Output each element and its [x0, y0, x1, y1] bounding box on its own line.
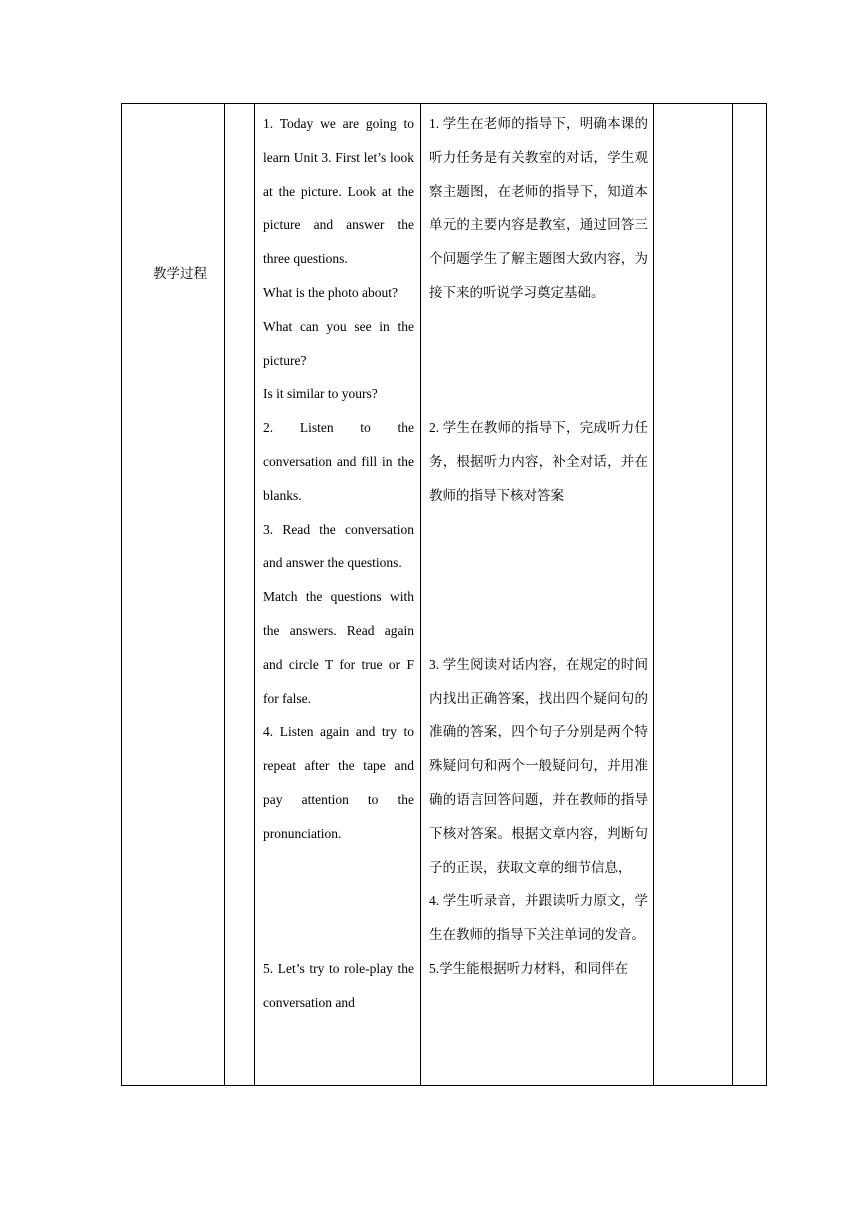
spacer — [263, 851, 414, 952]
question-1: What is the photo about? — [263, 284, 398, 300]
activity-3-detail: Match the questions with the answers. Read again and circle T for true or F for false. — [263, 589, 414, 706]
column-divider-4 — [653, 103, 654, 1086]
activity-2: 2. Listen to the conversation and fill in the blanks. — [263, 420, 414, 503]
table-bottom-border — [121, 1085, 767, 1086]
spacer — [429, 513, 648, 648]
activity-5: 5. Let’s try to role-play the conversation and — [263, 960, 414, 1010]
table-top-border — [121, 103, 767, 104]
question-2: What can you see in the picture? — [263, 318, 414, 368]
table-border-right — [766, 103, 767, 1086]
student-activities-column — [429, 107, 648, 986]
table-border-left — [121, 103, 122, 1086]
student-activity-5: 5.学生能根据听力材料，和同伴在 — [429, 960, 629, 976]
column-divider-2 — [254, 103, 255, 1086]
column-divider-3 — [420, 103, 421, 1086]
student-activity-4: 4. 学生听录音，并跟读听力原文，学生在教师的指导下关注单词的发音。 — [429, 893, 648, 943]
spacer — [429, 310, 648, 411]
activity-1: 1. Today we are going to learn Unit 3. First let’s look at the picture. Look at the picture and answer the three questions. — [263, 116, 414, 267]
activity-3: 3. Read the conversation and answer the questions. — [263, 521, 414, 571]
student-activity-2: 2. 学生在教师的指导下，完成听力任务，根据听力内容，补全对话，并在教师的指导下核对答案 — [429, 420, 648, 503]
row-label-teaching-process: 教学过程 — [153, 266, 207, 282]
teacher-activities-column — [263, 107, 414, 1020]
column-divider-1 — [224, 103, 225, 1086]
question-3: Is it similar to yours? — [263, 386, 378, 402]
activity-4: 4. Listen again and try to repeat after the tape and pay attention to the pronunciation. — [263, 724, 414, 841]
student-activity-3: 3. 学生阅读对话内容，在规定的时间内找出正确答案，找出四个疑问句的准确的答案，四个句子分别是两个特殊疑问句和两个一般疑问句，并用准确的语言回答问题，并在教师的指导下核对答案。根据文章内容，判断句子的正误，获取文章的细节信息， — [429, 656, 648, 875]
column-divider-5 — [732, 103, 733, 1086]
student-activity-1: 1. 学生在老师的指导下，明确本课的听力任务是有关教室的对话，学生观察主题图，在老师的指导下，知道本单元的主要内容是教室，通过回答三个问题学生了解主题图大致内容，为接下来的听说学习奠定基础。 — [429, 116, 648, 300]
